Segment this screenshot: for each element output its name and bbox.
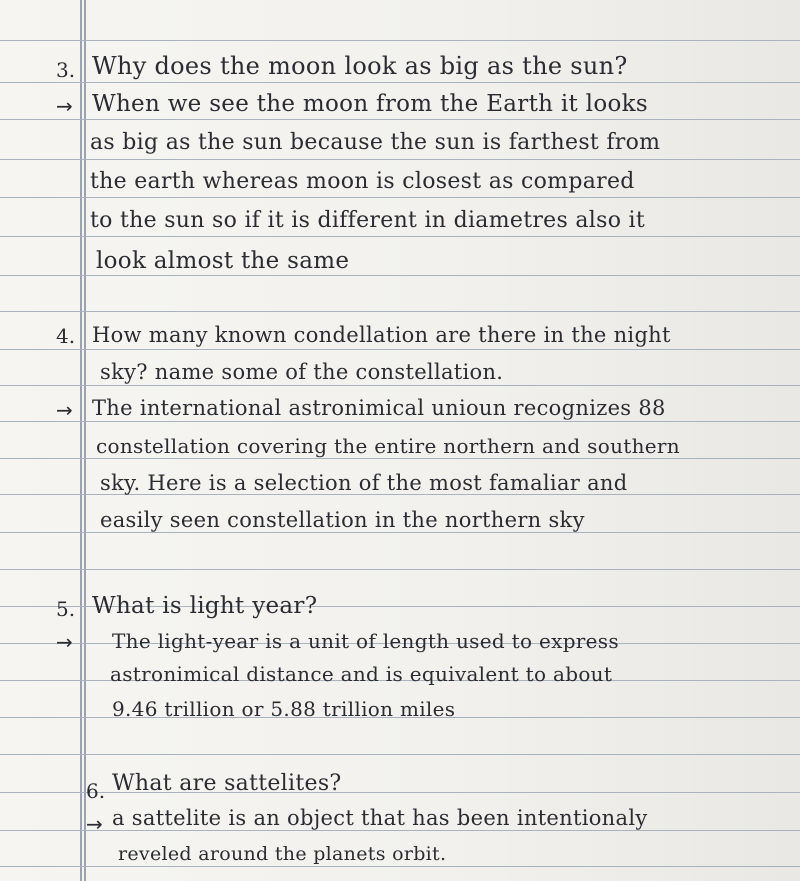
question-number: 5. [56,597,76,621]
ruled-line [0,349,800,350]
margin-line [80,0,82,881]
ruled-line [0,236,800,237]
arrow-icon: → [86,812,103,836]
question-text: What are sattelites? [112,771,342,796]
ruled-line [0,569,800,570]
answer-line: reveled around the planets orbit. [118,843,447,865]
question-text: What is light year? [92,593,318,619]
question-text: sky? name some of the constellation. [100,360,504,384]
ruled-line [0,119,800,120]
ruled-line [0,159,800,160]
answer-line: to the sun so if it is different in diametres also it [90,208,646,233]
answer-line: look almost the same [96,248,350,274]
ruled-line [0,275,800,276]
answer-line: sky. Here is a selection of the most famaliar and [100,471,628,495]
answer-line: a sattelite is an object that has been intentionaly [112,806,648,830]
answer-line: When we see the moon from the Earth it looks [92,91,648,117]
ruled-line [0,754,800,755]
answer-line: astronimical distance and is equivalent to about [110,662,613,686]
margin-line-inner [84,0,86,881]
answer-line: the earth whereas moon is closest as compared [90,169,635,194]
question-text: How many known condellation are there in the night [92,323,671,347]
answer-line: as big as the sun because the sun is farthest from [90,130,661,155]
question-number: 4. [56,324,76,348]
arrow-icon: → [56,630,73,654]
question-text: Why does the moon look as big as the sun? [92,52,628,80]
answer-line: The international astronimical unioun recognizes 88 [92,396,666,420]
question-number: 3. [56,58,76,82]
ruled-line [0,311,800,312]
ruled-line [0,82,800,83]
answer-line: 9.46 trillion or 5.88 trillion miles [112,697,456,721]
arrow-icon: → [56,398,73,422]
answer-line: The light-year is a unit of length used to express [112,629,619,653]
answer-line: easily seen constellation in the northern sky [100,508,585,532]
arrow-icon: → [56,94,73,118]
ruled-line [0,197,800,198]
ruled-line [0,40,800,41]
question-number: 6. [86,779,106,803]
answer-line: constellation covering the entire northern and southern [96,434,680,458]
